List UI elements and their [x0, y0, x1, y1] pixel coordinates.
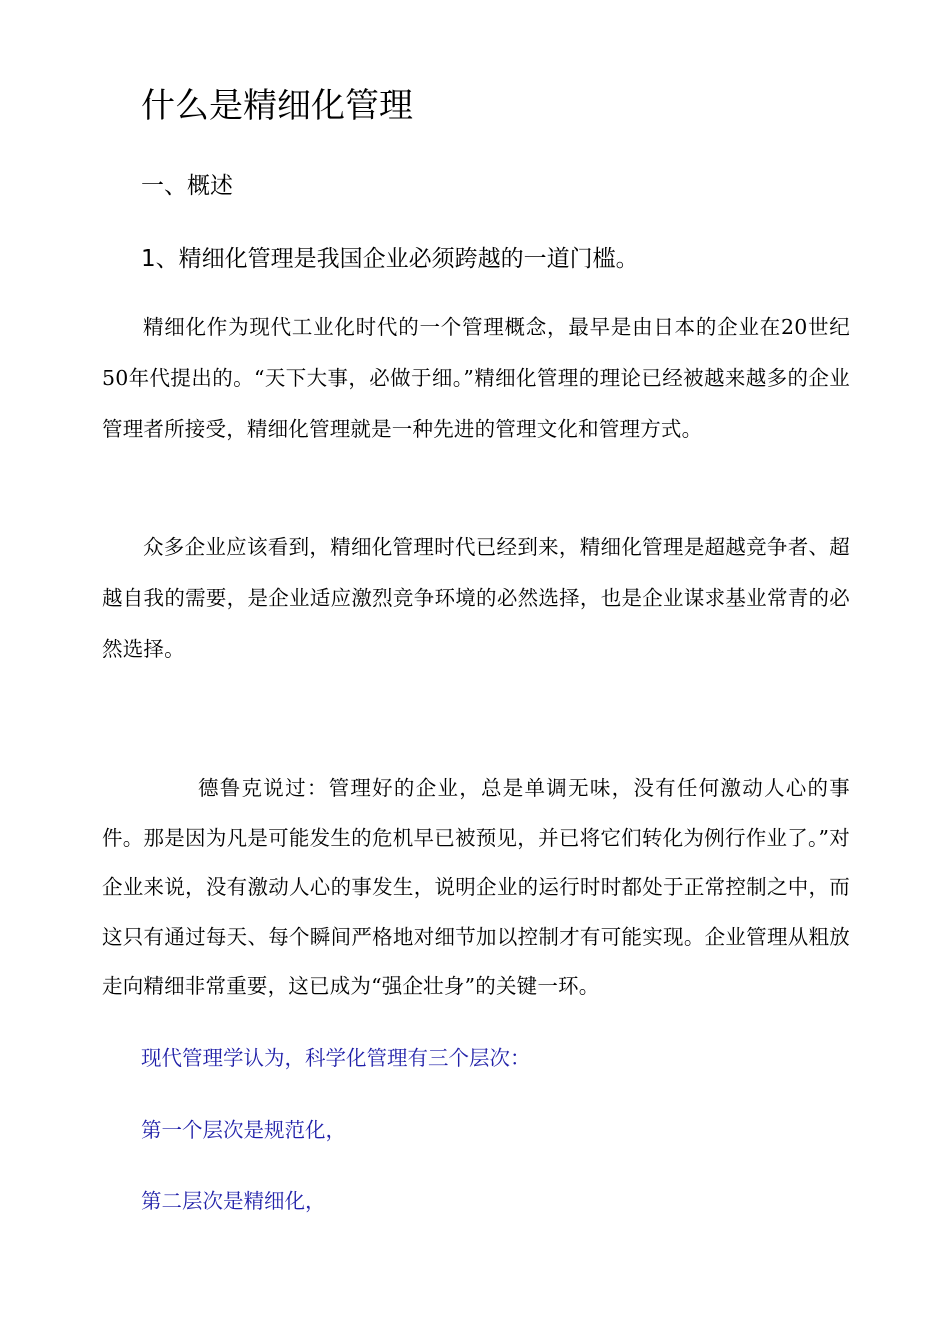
paragraph-era: 众多企业应该看到，精细化管理时代已经到来，精细化管理是超越竞争者、超越自我的需要，是企业适应激烈竞争环境的必然选择，也是企业谋求基业常青的必然选择。: [102, 535, 850, 661]
sub-heading: 1、精细化管理是我国企业必须跨越的一道门槛。: [141, 246, 639, 272]
level-two-line: 第二层次是精细化，: [141, 1189, 326, 1213]
management-levels-intro: 现代管理学认为，科学化管理有三个层次：: [141, 1046, 531, 1070]
document-title: 什么是精细化管理: [141, 86, 413, 126]
paragraph-intro: 精细化作为现代工业化时代的一个管理概念，最早是由日本的企业在20世纪50年代提出的。“天下大事，必做于细。”精细化管理的理论已经被越来越多的企业管理者所接受，精细化管理就是一种先进的管理文化和管理方式。: [102, 315, 850, 441]
section-heading: 一、概述: [141, 173, 233, 199]
paragraph-drucker-quote: 德鲁克说过：管理好的企业，总是单调无味，没有任何激动人心的事件。那是因为凡是可能发生的危机早已被预见，并已将它们转化为例行作业了。”对企业来说，没有激动人心的事发生，说明企业的运行时时都处于正常控制之中，而这只有通过每天、每个瞬间严格地对细节加以控制才有可能实现。企业管理从粗放走向精细非常重要，这已成为“强企壮身”的关键一环。: [102, 776, 850, 998]
level-one-line: 第一个层次是规范化，: [141, 1118, 346, 1142]
